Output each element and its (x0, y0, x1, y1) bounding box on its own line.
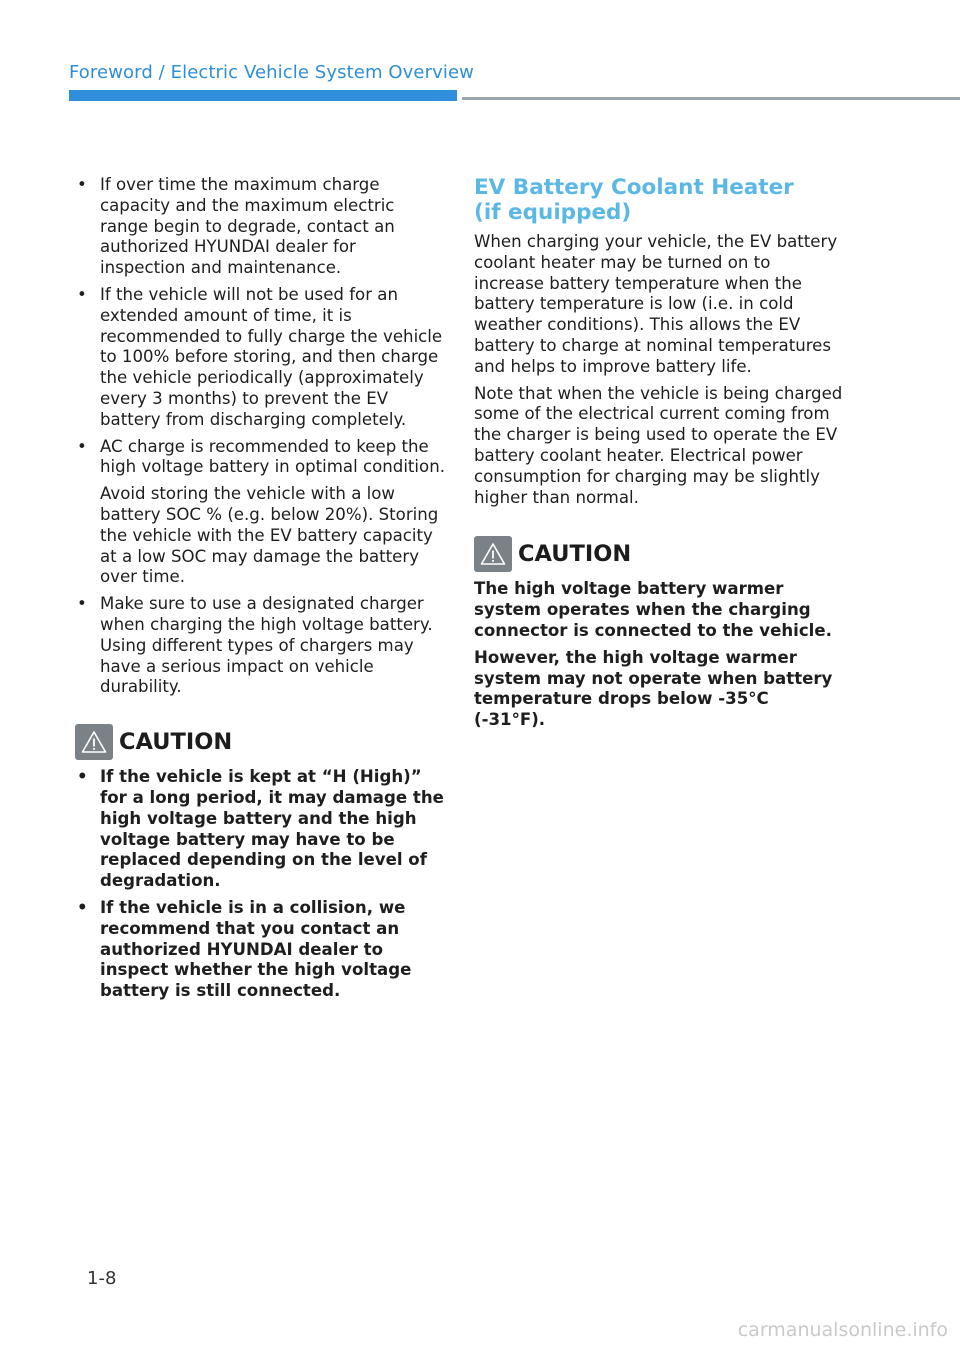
right-column (474, 175, 844, 737)
list-item-text: AC charge is recommended to keep the high voltage battery in optimal condition. (100, 436, 445, 477)
warning-triangle-icon (75, 724, 113, 760)
caution-label: CAUTION (119, 729, 233, 756)
list-item-text: If over time the maximum charge capacity and the maximum electric range begin to degrade, contact an authorized HYUNDAI dealer for inspection and maintenance. (100, 175, 395, 278)
caution-paragraph: The high voltage battery warmer system operates when the charging connector is connected to the vehicle. (474, 579, 832, 640)
list-item (75, 594, 445, 698)
list-item (75, 175, 445, 279)
section-heading (474, 175, 844, 225)
list-item: • If the vehicle is kept at “H (High)” for a long period, it may damage the high voltage battery and the high voltage battery may have to be replaced depending on the level of degradation. (75, 767, 445, 892)
header-title: Foreword / Electric Vehicle System Overview (69, 62, 474, 83)
caution-bullet-list (75, 767, 445, 1002)
caution-header (474, 536, 844, 572)
caution-box-right (474, 536, 844, 731)
list-item (75, 437, 445, 589)
caution-box-left (75, 724, 445, 1002)
section-heading-line: EV Battery Coolant Heater (474, 175, 794, 200)
header-rule (462, 97, 960, 100)
body-paragraph: Note that when the vehicle is being charged some of the electrical current coming from the charger is being used to operate the EV battery coolant heater. Electrical power consumption for charging may be slightly higher than normal. (474, 383, 843, 507)
caution-label: CAUTION (518, 541, 632, 568)
body-paragraph: When charging your vehicle, the EV battery coolant heater may be turned on to increase battery temperature when the battery temperature is low (i.e. in cold weather conditions). This allows the EV battery to charge at nominal temperatures and helps to improve battery life. (474, 232, 838, 376)
caution-header (75, 724, 445, 760)
list-item-subparagraph: Avoid storing the vehicle with a low battery SOC % (e.g. below 20%). Storing the vehicle with the EV battery capacity at a low SOC may damage the battery over time. (100, 484, 439, 587)
page-number: 1-8 (87, 1268, 117, 1289)
list-item: • If the vehicle is in a collision, we recommend that you contact an authorized HYUNDAI dealer to inspect whether the high voltage battery is still connected. (75, 898, 445, 1002)
info-bullet-list (75, 175, 445, 698)
list-item-text: If the vehicle will not be used for an extended amount of time, it is recommended to fully charge the vehicle to 100% before storing, and then charge the vehicle periodically (approximately every 3 months) to prevent the EV battery from discharging completely. (100, 284, 443, 429)
warning-triangle-icon (474, 536, 512, 572)
watermark: carmanualsonline.info (737, 1319, 948, 1341)
list-item (75, 285, 445, 431)
left-column (75, 175, 445, 1008)
caution-paragraph: However, the high voltage warmer system may not operate when battery temperature drops below -35°C (-31°F). (474, 647, 833, 730)
list-item-text: Make sure to use a designated charger when charging the high voltage battery. Using different types of chargers may have a serious impact on vehicle durability. (100, 594, 433, 697)
section-heading-line: (if equipped) (474, 200, 632, 225)
header-accent-bar (69, 90, 457, 101)
